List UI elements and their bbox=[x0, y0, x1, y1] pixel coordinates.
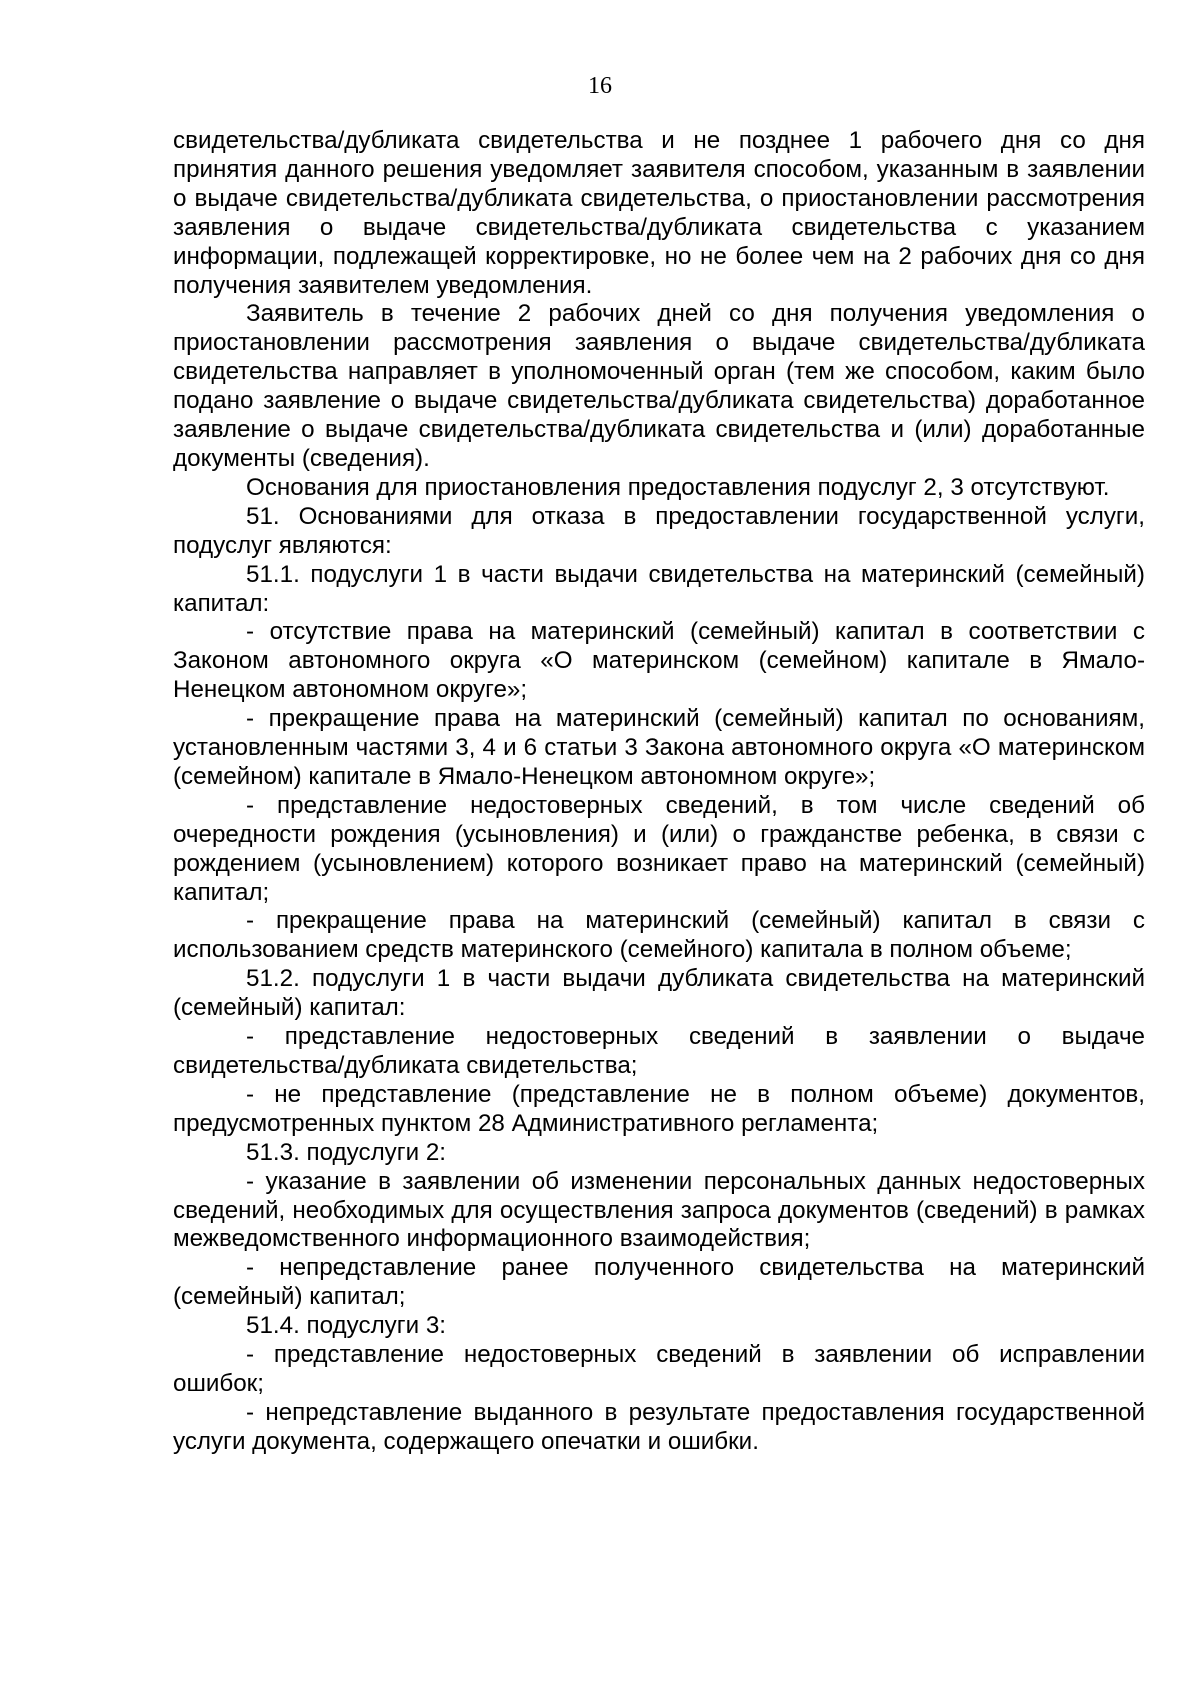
paragraph: 51.2. подуслуги 1 в части выдачи дубликата свидетельства на материнский (семейный) капитал: bbox=[173, 965, 1145, 1022]
page-number: 16 bbox=[588, 73, 612, 99]
list-item: - прекращение права на материнский (семейный) капитал в связи с использованием средств материнского (семейного) капитала в полном объеме; bbox=[173, 907, 1145, 964]
paragraph: свидетельства/дубликата свидетельства и не позднее 1 рабочего дня со дня принятия данного решения уведомляет заявителя способом, указанным в заявлении о выдаче свидетельства/дубликата свидетельства, о приостановлении рассмотрения заявления о выдаче свидетельства/дубликата свидетельства с указанием информации, подлежащей корректировке, но не более чем на 2 рабочих дня со дня получения заявителем уведомления. bbox=[173, 127, 1145, 299]
list-item: - представление недостоверных сведений в заявлении об исправлении ошибок; bbox=[173, 1341, 1145, 1397]
list-item: - не представление (представление не в полном объеме) документов, предусмотренных пунктом 28 Административного регламента; bbox=[173, 1080, 1145, 1137]
paragraph: 51. Основаниями для отказа в предоставлении государственной услуги, подуслуг являются: bbox=[173, 502, 1145, 559]
list-item: - представление недостоверных сведений в заявлении о выдаче свидетельства/дубликата свидетельства; bbox=[173, 1023, 1145, 1079]
paragraph: Основания для приостановления предоставления подуслуг 2, 3 отсутствуют. bbox=[246, 473, 1110, 501]
list-item: - непредставление выданного в результате предоставления государственной услуги документа, содержащего опечатки и ошибки. bbox=[173, 1398, 1145, 1455]
list-item: - непредставление ранее полученного свидетельства на материнский (семейный) капитал; bbox=[173, 1254, 1145, 1311]
paragraph: Заявитель в течение 2 рабочих дней со дня получения уведомления о приостановлении рассмотрения заявления о выдаче свидетельства/дубликата свидетельства направляет в уполномоченный орган (тем же способом, каким было подано заявление о выдаче свидетельства/дубликата свидетельства) доработанное заявление о выдаче свидетельства/дубликата свидетельства и (или) доработанные документы (сведения). bbox=[173, 300, 1145, 472]
list-item: - отсутствие права на материнский (семейный) капитал в соответствии с Законом автономного округа «О материнском (семейном) капитале в Ямало-Ненецком автономном округе»; bbox=[173, 618, 1145, 704]
paragraph: 51.1. подуслуги 1 в части выдачи свидетельства на материнский (семейный) капитал: bbox=[173, 560, 1145, 617]
list-item: - указание в заявлении об изменении персональных данных недостоверных сведений, необходимых для осуществления запроса документов (сведений) в рамках межведомственного информационного взаимодействия; bbox=[173, 1167, 1145, 1253]
paragraph: 51.3. подуслуги 2: bbox=[246, 1138, 446, 1166]
list-item: - прекращение права на материнский (семейный) капитал по основаниям, установленным частями 3, 4 и 6 статьи 3 Закона автономного округа «О материнском (семейном) капитале в Ямало-Ненецком автономном округе»; bbox=[173, 705, 1145, 790]
paragraph: 51.4. подуслуги 3: bbox=[246, 1312, 446, 1340]
list-item: - представление недостоверных сведений, в том числе сведений об очередности рождения (усыновления) и (или) о гражданстве ребенка, в связи с рождением (усыновлением) которого возникает право на материнский (семейный) капитал; bbox=[173, 791, 1145, 906]
document-body bbox=[173, 127, 1145, 1457]
